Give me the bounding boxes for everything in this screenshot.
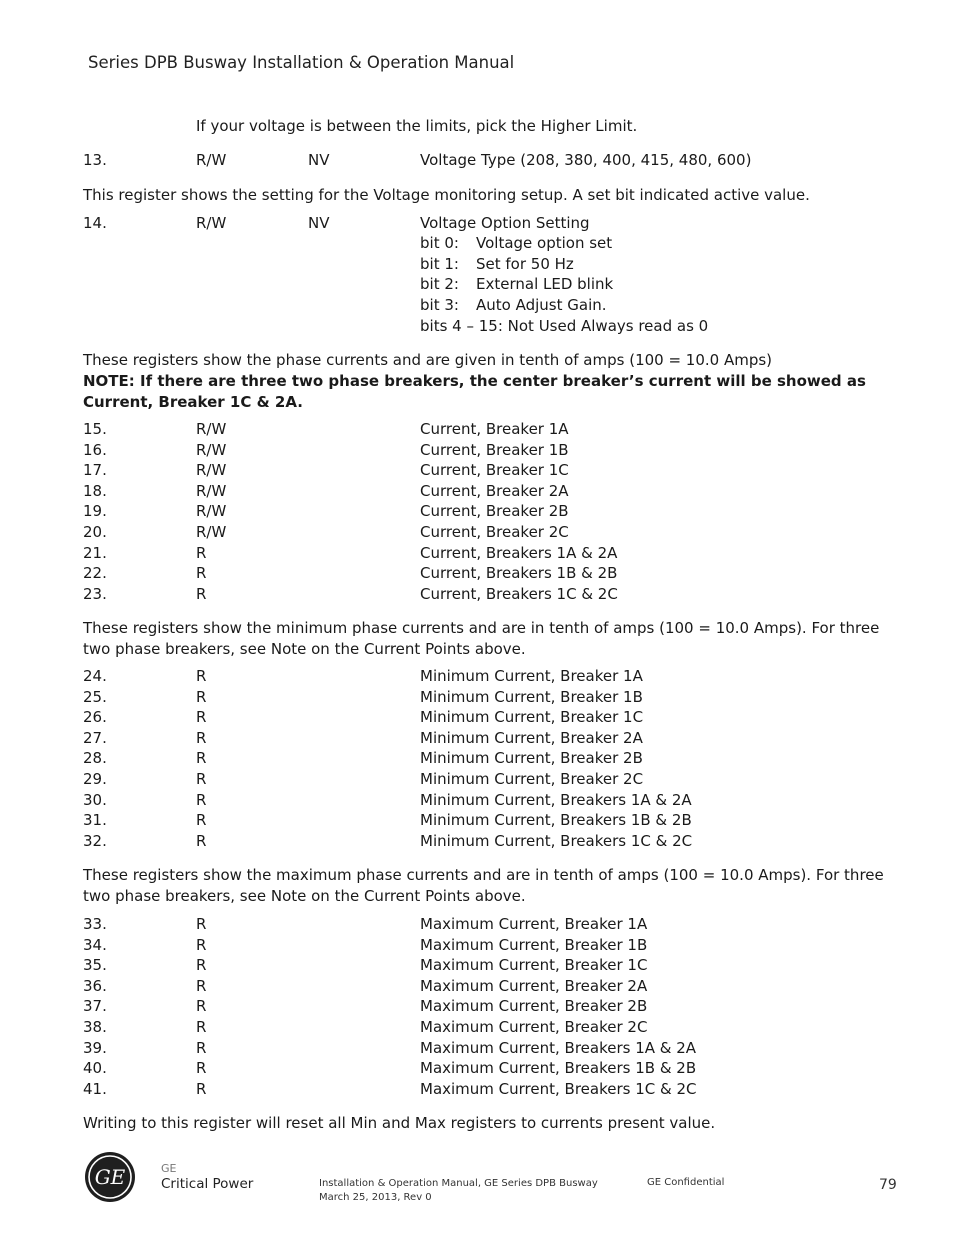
register-number: 21.: [83, 543, 107, 562]
register-number: 23.: [83, 584, 107, 603]
register-row: [0, 481, 954, 501]
register-row: [0, 955, 954, 975]
register-number: 41.: [83, 1079, 107, 1098]
register-number: 27.: [83, 728, 107, 747]
register-row: [0, 460, 954, 480]
register-access: R/W: [196, 420, 227, 438]
register-row: [0, 769, 954, 789]
register-row: [0, 728, 954, 748]
register-row: [0, 543, 954, 563]
register-row: [0, 935, 954, 955]
ge-monogram-logo: [84, 1151, 136, 1203]
register-description: Maximum Current, Breakers 1B & 2B: [420, 1059, 697, 1078]
ge-logo-text: GE: [94, 1165, 126, 1189]
register-description: Maximum Current, Breakers 1A & 2A: [420, 1038, 697, 1057]
footer-doc-title: Installation & Operation Manual, GE Series DPB Busway: [319, 1178, 598, 1189]
register-row: [0, 687, 954, 707]
register-number: 14.: [83, 214, 107, 232]
register-description: Current, Breaker 1C: [420, 461, 569, 480]
register-number: 36.: [83, 976, 107, 995]
register-description: Minimum Current, Breaker 1B: [420, 687, 643, 706]
page-header-title: Series DPB Busway Installation & Operation Manual: [88, 53, 515, 72]
register-description: Maximum Current, Breaker 1C: [420, 956, 648, 975]
register-description: Maximum Current, Breaker 1B: [420, 935, 648, 954]
reset-paragraph: Writing to this register will reset all Min and Max registers to currents present value.: [83, 1114, 716, 1132]
bit-label: bit 2:: [420, 275, 459, 294]
register-row: [0, 790, 954, 810]
register-memory: NV: [308, 214, 330, 232]
voltage-paragraph: This register shows the setting for the Voltage monitoring setup. A set bit indicated active value.: [83, 186, 810, 204]
register-number: 26.: [83, 708, 107, 727]
register-number: 16.: [83, 440, 107, 459]
register-number: 20.: [83, 523, 107, 541]
bit-row: [0, 295, 954, 315]
bit-row: [0, 274, 954, 294]
register-number: 35.: [83, 956, 107, 975]
register-number: 24.: [83, 667, 107, 685]
register-description: Current, Breaker 1B: [420, 440, 569, 459]
register-number: 34.: [83, 935, 107, 954]
register-description: Current, Breaker 2B: [420, 502, 569, 521]
register-access: R: [196, 997, 207, 1016]
bit-description: Set for 50 Hz: [476, 254, 574, 273]
register-number: 18.: [83, 481, 107, 500]
register-access: R: [196, 770, 207, 788]
register-description: Minimum Current, Breaker 1C: [420, 708, 644, 727]
register-description: Minimum Current, Breakers 1C & 2C: [420, 831, 693, 850]
bit-description: External LED blink: [476, 275, 614, 294]
register-row: [0, 1058, 954, 1078]
register-number: 25.: [83, 687, 107, 706]
phase-note: NOTE: If there are three two phase breakers, the center breaker’s current will be showed as Current, Breaker 1C & 2A.: [83, 372, 866, 411]
register-number: 17.: [83, 461, 107, 480]
register-description: Voltage Option Setting: [420, 214, 590, 232]
bit-row: [0, 233, 954, 253]
register-access: R: [196, 976, 207, 995]
register-number: 31.: [83, 811, 107, 830]
register-row: [0, 1017, 954, 1037]
register-row: [0, 996, 954, 1016]
register-description: Minimum Current, Breakers 1A & 2A: [420, 790, 692, 809]
register-description: Current, Breakers 1A & 2A: [420, 543, 618, 562]
bits-rest-text: bits 4 – 15: Not Used Always read as 0: [420, 317, 709, 335]
register-number: 32.: [83, 831, 107, 850]
register-access: R: [196, 811, 207, 830]
register-row-13: [0, 150, 954, 170]
register-description: Maximum Current, Breaker 2B: [420, 997, 648, 1016]
register-row: [0, 748, 954, 768]
register-access: R: [196, 749, 207, 768]
footer-division: Critical Power: [161, 1176, 254, 1192]
register-access: R: [196, 667, 207, 685]
register-row-14: [0, 213, 954, 233]
bit-description: Voltage option set: [476, 234, 613, 252]
register-description: Minimum Current, Breaker 2A: [420, 728, 643, 747]
register-number: 28.: [83, 749, 107, 768]
register-description: Minimum Current, Breaker 2B: [420, 749, 643, 768]
register-access: R: [196, 790, 207, 809]
register-row: [0, 666, 954, 686]
register-description: Current, Breakers 1B & 2B: [420, 564, 618, 583]
register-access: R: [196, 1079, 207, 1098]
register-row: [0, 831, 954, 851]
footer-confidential: GE Confidential: [647, 1177, 725, 1188]
register-access: R/W: [196, 523, 227, 541]
register-row: [0, 1079, 954, 1099]
register-access: R/W: [196, 440, 227, 459]
page-number: 79: [879, 1177, 897, 1193]
register-number: 29.: [83, 770, 107, 788]
register-number: 33.: [83, 915, 107, 933]
register-access: R: [196, 584, 207, 603]
register-number: 37.: [83, 997, 107, 1016]
register-access: R: [196, 564, 207, 583]
register-description: Minimum Current, Breakers 1B & 2B: [420, 811, 692, 830]
register-row: [0, 419, 954, 439]
register-description: Minimum Current, Breaker 2C: [420, 770, 644, 788]
bit-label: bit 0:: [420, 234, 459, 252]
phase-paragraph: These registers show the phase currents and are given in tenth of amps (100 = 10.0 Amps): [83, 351, 773, 369]
register-row: [0, 501, 954, 521]
register-access: R: [196, 831, 207, 850]
register-description: Current, Breaker 1A: [420, 420, 569, 438]
register-description: Current, Breaker 2A: [420, 481, 569, 500]
register-row: [0, 976, 954, 996]
footer-document-info: [319, 1177, 598, 1205]
register-description: Maximum Current, Breaker 2A: [420, 976, 648, 995]
register-access: R: [196, 543, 207, 562]
register-access: R: [196, 956, 207, 975]
register-access: R/W: [196, 461, 227, 480]
minimum-paragraph: These registers show the minimum phase currents and are in tenth of amps (100 = 10.0 Amps). For three two phase breakers, see Note on the Current Points above.: [83, 619, 880, 658]
register-description: Current, Breaker 2C: [420, 523, 569, 541]
register-number: 22.: [83, 564, 107, 583]
register-number: 39.: [83, 1038, 107, 1057]
register-row: [0, 440, 954, 460]
register-row: [0, 914, 954, 934]
register-access: R: [196, 1038, 207, 1057]
bit-description: Auto Adjust Gain.: [476, 296, 607, 315]
bit-label: bit 3:: [420, 296, 459, 315]
register-description: Maximum Current, Breaker 1A: [420, 915, 648, 933]
register-description: Current, Breakers 1C & 2C: [420, 584, 618, 603]
register-memory: NV: [308, 151, 330, 169]
register-row: [0, 522, 954, 542]
register-row: [0, 707, 954, 727]
register-access: R: [196, 728, 207, 747]
bit-row: [0, 254, 954, 274]
register-row: [0, 584, 954, 604]
register-access: R: [196, 708, 207, 727]
register-number: 30.: [83, 790, 107, 809]
register-access: R: [196, 935, 207, 954]
intro-line: If your voltage is between the limits, pick the Higher Limit.: [196, 117, 638, 135]
footer-brand: GE: [161, 1162, 177, 1175]
register-access: R/W: [196, 151, 227, 169]
register-access: R: [196, 915, 207, 933]
register-description: Maximum Current, Breaker 2C: [420, 1018, 648, 1036]
bits-rest: [0, 316, 954, 336]
register-description: Maximum Current, Breakers 1C & 2C: [420, 1079, 697, 1098]
register-number: 40.: [83, 1059, 107, 1078]
bit-label: bit 1:: [420, 254, 459, 273]
register-number: 38.: [83, 1018, 107, 1036]
register-access: R/W: [196, 481, 227, 500]
register-access: R: [196, 1018, 207, 1036]
register-row: [0, 810, 954, 830]
register-access: R: [196, 687, 207, 706]
footer-doc-date: March 25, 2013, Rev 0: [319, 1192, 432, 1203]
register-number: 19.: [83, 502, 107, 521]
register-number: 15.: [83, 420, 107, 438]
register-access: R/W: [196, 502, 227, 521]
register-number: 13.: [83, 151, 107, 169]
register-access: R: [196, 1059, 207, 1078]
register-description: Voltage Type (208, 380, 400, 415, 480, 600): [420, 151, 752, 169]
register-access: R/W: [196, 214, 227, 232]
maximum-paragraph: These registers show the maximum phase currents and are in tenth of amps (100 = 10.0 Amps). For three two phase breakers, see Note on the Current Points above.: [83, 866, 884, 905]
register-row: [0, 563, 954, 583]
register-description: Minimum Current, Breaker 1A: [420, 667, 643, 685]
register-row: [0, 1038, 954, 1058]
